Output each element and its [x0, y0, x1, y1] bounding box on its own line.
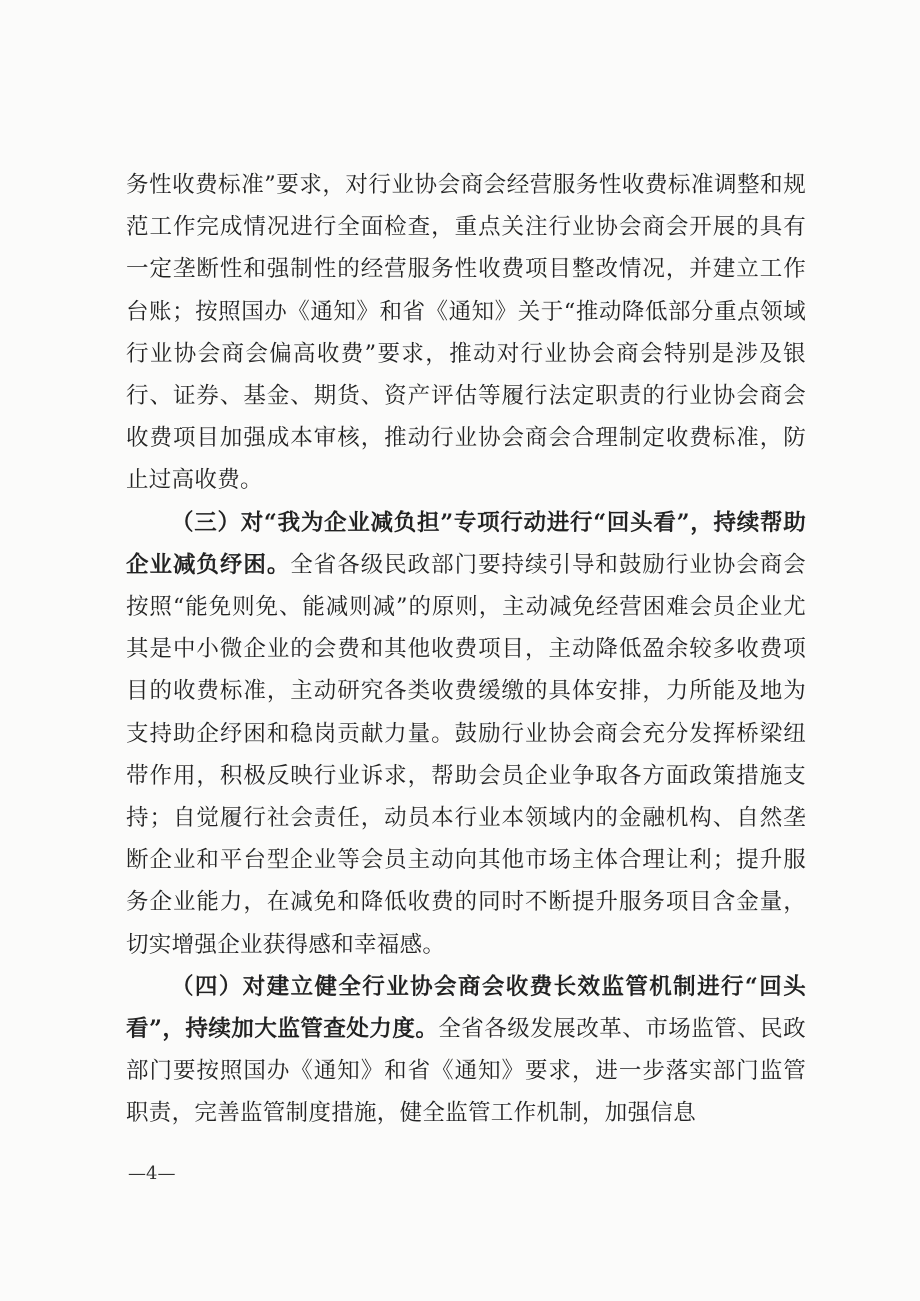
- paragraph-text: 全省各级发展改革、市场监管、民政部门要按照国办《通知》和省《通知》要求，进一步落实部门监管职责，完善监管制度措施，健全监管工作机制，加强信息: [126, 1016, 806, 1127]
- paragraph-text: 务性收费标准”要求，对行业协会商会经营服务性收费标准调整和规范工作完成情况进行全面检查，重点关注行业协会商会开展的具有一定垄断性和强制性的经营服务性收费项目整改情况，并建立工作台账；按照国办《通知》和省《通知》关于“推动降低部分重点领域行业协会商会偏高收费”要求，推动对行业协会商会特别是涉及银行、证券、基金、期货、资产评估等履行法定职责的行业协会商会收费项目加强成本审核，推动行业协会商会合理制定收费标准，防止过高收费。: [126, 172, 806, 494]
- paragraph-section-3: [126, 502, 806, 966]
- section-heading-4: （四）对建立健全行业协会商会收费长效监管机制进行“回头看”，持续加大监管查处力度。: [126, 973, 806, 1043]
- page-number: —4—: [128, 1163, 176, 1184]
- paragraph-continued: [126, 164, 806, 502]
- paragraph-section-4: [126, 966, 806, 1135]
- paragraph-text: 全省各级民政部门要持续引导和鼓励行业协会商会按照“能免则免、能减则减”的原则，主动减免经营困难会员企业尤其是中小微企业的会费和其他收费项目，主动降低盈余较多收费项目的收费标准，主动研究各类收费缓缴的具体安排，力所能及地为支持助企纾困和稳岗贡献力量。鼓励行业协会商会充分发挥桥梁纽带作用，积极反映行业诉求，帮助会员企业争取各方面政策措施支持；自觉履行社会责任，动员本行业本领域内的金融机构、自然垄断企业和平台型企业等会员主动向其他市场主体合理让利；提升服务企业能力，在减免和降低收费的同时不断提升服务项目含金量，切实增强企业获得感和幸福感。: [126, 551, 806, 958]
- document-body: [126, 164, 806, 1135]
- section-heading-3: （三）对“我为企业减负担”专项行动进行“回头看”，持续帮助企业减负纾困。: [126, 509, 806, 578]
